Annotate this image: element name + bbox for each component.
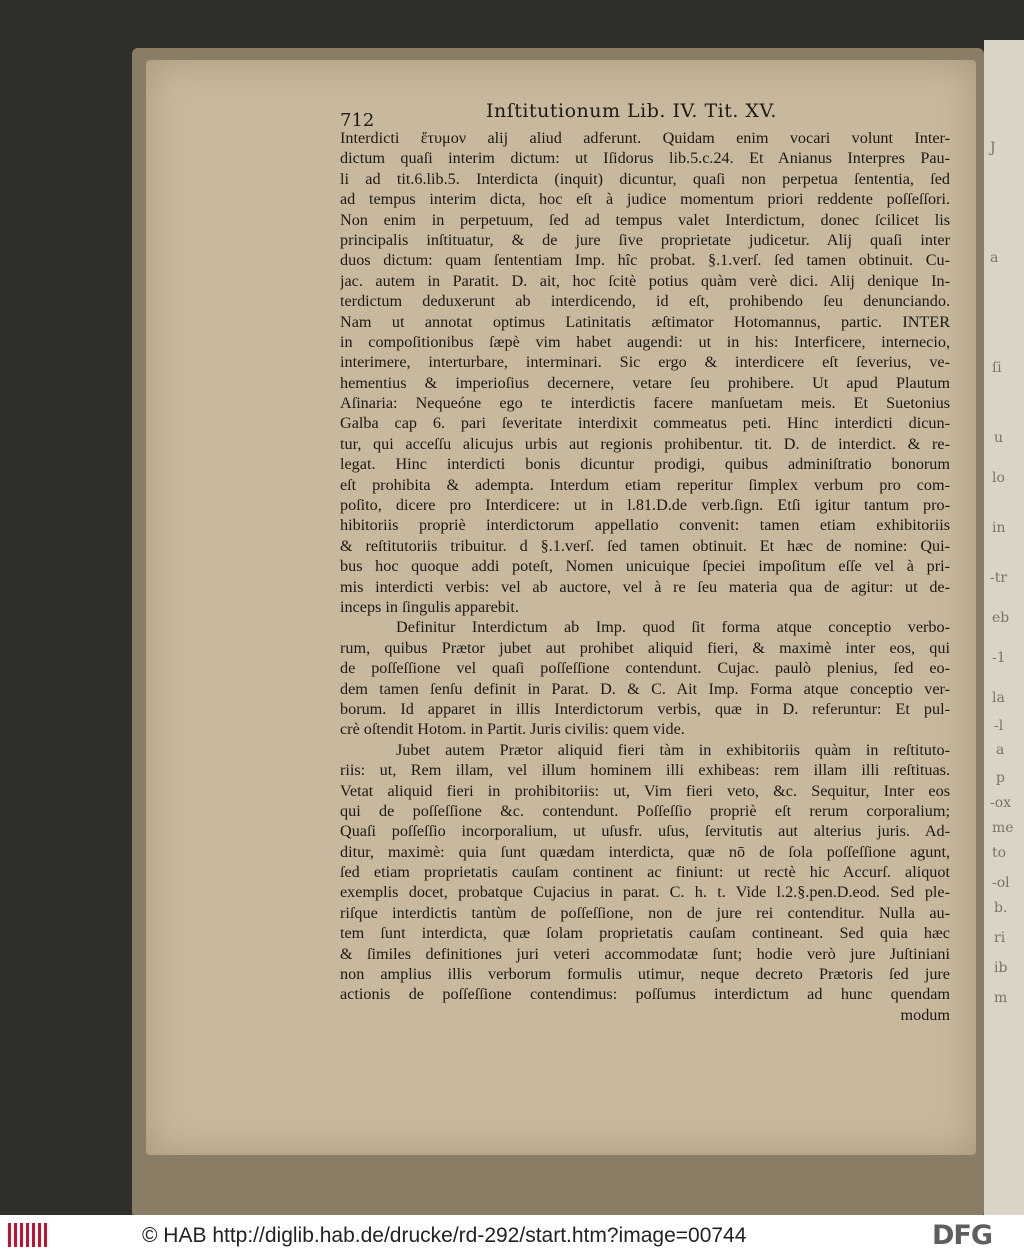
text-line: poſito, dicere pro Interdicere: ut in l.81.D.de verb.ſign. Etſi igitur tantum pro- xyxy=(340,496,950,515)
text-line: dictum quaſi interim dictum: ut Iſidorus lib.5.c.24. Et Anianus Interpres Pau- xyxy=(340,149,950,168)
text-line: & ſimiles definitiones juri veteri accommodatæ ſunt; hodie verò jure Juſtiniani xyxy=(340,944,950,963)
text-line: Interdicti ἔτυμον alij aliud adferunt. Quidam enim vocari volunt Inter- xyxy=(340,129,950,147)
text-line: interimere, interturbare, interminari. Sic ergo & interdicere eſt ſeverius, ve- xyxy=(340,353,950,372)
text-line: exemplis docet, probatque Cujacius in parat. C. h. t. Vide l.2.§.pen.D.eod. Sed ple- xyxy=(340,883,950,902)
text-line: principalis inſtituatur, & de jure ſive proprietate judicetur. Alij quaſi inter xyxy=(340,230,950,249)
page-number: 712 xyxy=(340,110,375,131)
text-line: non amplius illis verborum formulis utimur, neque decreto Prætoris ſed jure xyxy=(340,965,950,984)
text-line: duos dictum: quam ſententiam Imp. hîc probat. §.1.verſ. ſed tamen obtinuit. Cu- xyxy=(340,251,950,270)
text-line: ſed etiam proprietatis cauſam continent ac finiunt: ut rectè hic Accurſ. aliquot xyxy=(340,863,950,882)
text-line: Quaſi poſſeſſio incorporalium, ut uſusfr. uſus, ſervitutis aut alterius juris. Ad- xyxy=(340,822,950,841)
running-head: Inſtitutionum Lib. IV. Tit. XV. xyxy=(486,100,777,122)
leaf-glyph: ri xyxy=(994,930,1006,946)
leaf-glyph: ſi xyxy=(992,360,1002,376)
text-line: hementius & imperioſius decernere, vetare ſeu prohibere. Ut apud Plautum xyxy=(340,373,950,392)
text-line: tem ſunt interdicta, quæ ſolam proprietatis cauſam contineant. Sed quia hæc xyxy=(340,924,950,943)
text-line: & reſtitutoriis tribuitur. d §.1.verſ. ſed tamen obtinuit. Et hæc de nomine: Qui- xyxy=(340,536,950,555)
leaf-glyph: eb xyxy=(992,610,1010,626)
text-line: borum. Id apparet in illis Interdictorum verbis, quæ in D. referuntur: Et pul- xyxy=(340,699,950,718)
text-line: tur, qui acceſſu alicujus urbis aut regionis prohibentur. tit. D. de interdict. & re- xyxy=(340,434,950,453)
leaf-glyph: -ox xyxy=(990,795,1012,811)
text-line: qui de poſſeſſione &c. contendunt. Poſſeſſio propriè eſt rerum corporalium; xyxy=(340,801,950,820)
leaf-glyph: -1 xyxy=(992,650,1006,666)
leaf-glyph: to xyxy=(992,845,1007,861)
text-line: riſque interdictis tantùm de poſſeſſione, non de jure rei contenditur. Nulla au- xyxy=(340,903,950,922)
text-line: terdictum deduxerunt ab interdicendo, id eſt, prohibendo ſeu denunciando. xyxy=(340,292,950,311)
text-line: de poſſeſſione vel quaſi poſſeſſione contendunt. Cujac. paulò plenius, ſed eo- xyxy=(340,659,950,678)
text-line: inceps in ſingulis apparebit. xyxy=(340,597,519,616)
body-text xyxy=(340,128,950,1025)
text-line: mis interdicti verbis: vel ab auctore, vel à re ſeu materia qua de agitur: ut de- xyxy=(340,577,950,596)
leaf-glyph: J xyxy=(990,140,996,156)
footer-bar xyxy=(0,1215,1024,1255)
text-line: ad tempus interim dicta, hoc eſt à judice momentum priori reddente poſſeſſori. xyxy=(340,190,950,209)
leaf-glyph: p xyxy=(996,770,1005,786)
leaf-glyph: lo xyxy=(992,470,1005,486)
leaf-glyph: me xyxy=(992,820,1014,836)
text-line: Nam ut annotat optimus Latinitatis æſtimator Hotomannus, partic. INTER xyxy=(340,312,950,331)
text-line: ditur, maximè: quia ſunt quædam interdicta, quæ nō de ſola poſſeſſione agunt, xyxy=(340,842,950,861)
text-line: legat. Hinc interdicti bonis dicuntur prodigi, quibus adminiſtratio bonorum xyxy=(340,455,950,474)
text-line: eſt prohibita & adempta. Interdum etiam reperitur ſimplex verbum pro com- xyxy=(340,475,950,494)
text-line: rum, quibus Prætor jubet aut prohibet aliquid fieri, & maximè inter eos, qui xyxy=(340,638,950,657)
leaf-glyph: b. xyxy=(994,900,1008,916)
hab-logo-icon xyxy=(8,1221,48,1249)
leaf-glyph: -ol xyxy=(992,875,1010,891)
leaf-glyph: m xyxy=(994,990,1008,1006)
text-line: Non enim in perpetuum, ſed ad tempus valet Interdictum, donec ſcilicet lis xyxy=(340,210,950,229)
text-line: in compoſitionibus ſæpè vim habet augendi: ut in his: Interficere, internecio, xyxy=(340,332,950,351)
text-line: hibitoriis propriè interdictorum appellatio convenit: tamen etiam exhibitoriis xyxy=(340,516,950,535)
text-line: Galba cap 6. pari ſeveritate interdixit commeatus peti. Hinc interdicti dicun- xyxy=(340,414,950,433)
text-line: crè oſtendit Hotom. in Partit. Juris civilis: quem vide. xyxy=(340,720,685,739)
text-line: dem tamen ſenſu definit in Parat. D. & C. Ait Imp. Forma atque conceptio ver- xyxy=(340,679,950,698)
text-line: Jubet autem Prætor aliquid fieri tàm in exhibitoriis quàm in reſtituto- xyxy=(396,740,950,759)
text-line: riis: ut, Rem illam, vel illum hominem illi exhibeas: rem illam illi reſtituas. xyxy=(340,761,950,780)
leaf-glyph: a xyxy=(990,250,999,266)
leaf-glyph: -l xyxy=(994,718,1004,734)
leaf-glyph: ib xyxy=(994,960,1008,976)
copyright-url[interactable]: © HAB http://diglib.hab.de/drucke/rd-292/start.htm?image=00744 xyxy=(142,1224,747,1247)
text-line: li ad tit.6.lib.5. Interdicta (inquit) dicuntur, quaſi non perpetua ſententia, ſed xyxy=(340,169,950,188)
leaf-glyph: a xyxy=(996,742,1005,758)
leaf-glyph: in xyxy=(992,520,1006,536)
dfg-logo: DFG xyxy=(932,1220,993,1251)
leaf-glyph: la xyxy=(992,690,1005,706)
text-line: Aſinaria: Nequeóne ego te interdictis facere manſuetam meis. Et Suetonius xyxy=(340,394,950,413)
text-line: Vetat aliquid fieri in prohibitoriis: ut, Vim fieri veto, &c. Sequitur, Inter eos xyxy=(340,781,950,800)
text-line: jac. autem in Paratit. D. ait, hoc ſcitè potius quàm verè dici. Alij denique In- xyxy=(340,271,950,290)
text-line: Definitur Interdictum ab Imp. quod ſit forma atque conceptio verbo- xyxy=(396,618,950,637)
leaf-glyph: u xyxy=(994,430,1004,446)
text-line: bus hoc quoque addi poteſt, Nomen unicuique ſpeciei impoſitum eſſe vel à pri- xyxy=(340,557,950,576)
leaf-glyph: -tr xyxy=(990,570,1008,586)
text-line: actionis de poſſeſſione contendimus: poſſumus interdictum ad hunc quendam xyxy=(340,985,950,1004)
next-page-edge xyxy=(984,40,1024,1215)
catchword: modum xyxy=(900,1005,950,1024)
